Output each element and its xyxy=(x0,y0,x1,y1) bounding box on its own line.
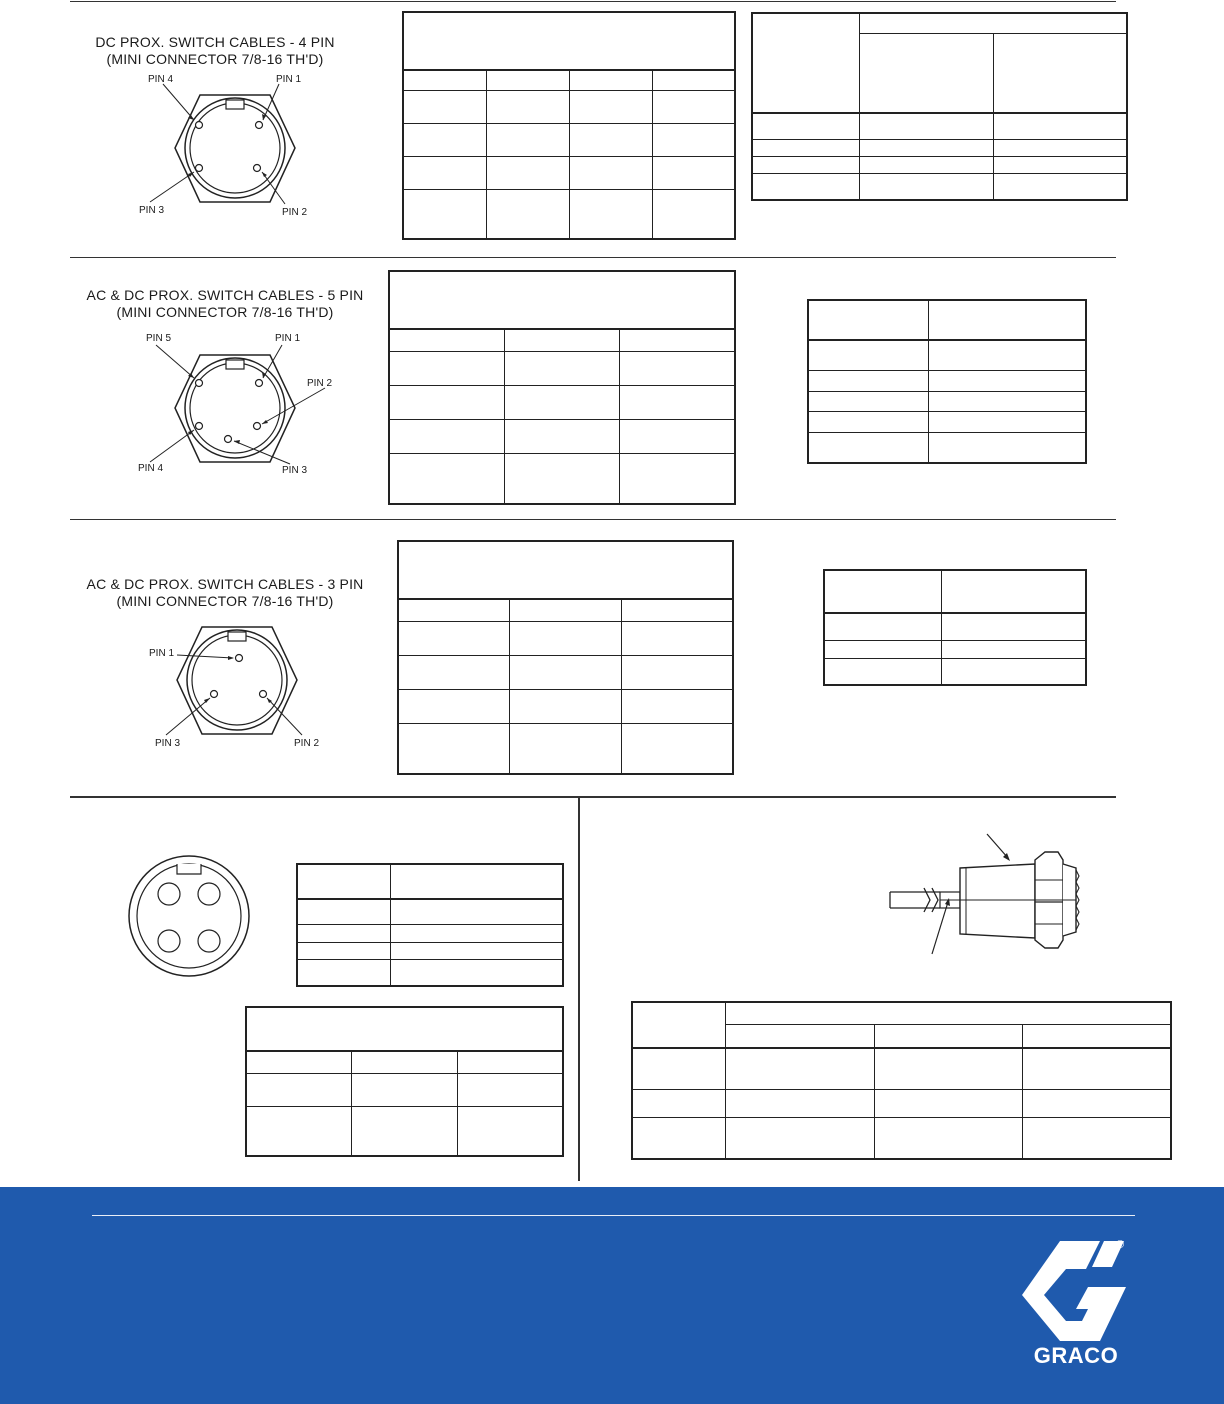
pin-label: PIN 1 xyxy=(149,648,175,659)
pin-label: PIN 5 xyxy=(146,333,172,344)
pin-label: PIN 4 xyxy=(148,74,174,85)
table-row xyxy=(403,90,735,123)
table-row xyxy=(297,925,563,942)
table-row xyxy=(808,432,1086,463)
table-row xyxy=(632,1048,1171,1090)
registered-mark: ® xyxy=(1116,1239,1125,1251)
part-number-table xyxy=(631,1001,1172,1160)
table-row xyxy=(398,621,733,655)
table-row xyxy=(752,156,1127,173)
table-row xyxy=(752,113,1127,139)
table-row xyxy=(389,419,735,453)
pin-label: PIN 3 xyxy=(282,465,308,476)
section-title: DC PROX. SWITCH CABLES - 4 PIN (MINI CONNECTOR 7/8-16 TH'D) xyxy=(95,34,335,67)
table-row xyxy=(246,1106,563,1156)
proximity-switch-drawing xyxy=(880,830,1110,960)
table-row xyxy=(824,640,1086,658)
table-row xyxy=(398,723,733,774)
part-number-table xyxy=(751,12,1128,201)
table-row xyxy=(389,453,735,504)
wiring-table xyxy=(245,1006,564,1157)
table-row xyxy=(403,189,735,239)
section-title: AC & DC PROX. SWITCH CABLES - 3 PIN (MINI CONNECTOR 7/8-16 TH'D) xyxy=(86,576,364,609)
part-number-table xyxy=(807,299,1087,464)
table-row xyxy=(808,340,1086,371)
table-row xyxy=(824,658,1086,685)
table-row xyxy=(752,174,1127,200)
connector-3pin-diagram xyxy=(172,622,302,742)
table-row xyxy=(632,1117,1171,1159)
table-row xyxy=(403,156,735,189)
pin-color-table xyxy=(296,863,564,987)
footer-rule xyxy=(92,1215,1135,1216)
wiring-table xyxy=(397,540,734,775)
section-title: AC & DC PROX. SWITCH CABLES - 5 PIN (MINI CONNECTOR 7/8-16 TH'D) xyxy=(86,287,364,320)
table-row xyxy=(297,942,563,959)
table-row xyxy=(752,139,1127,156)
graco-wordmark: GRACO xyxy=(1033,1343,1119,1368)
table-row xyxy=(389,351,735,385)
wiring-table xyxy=(388,270,736,505)
section-divider-2 xyxy=(70,519,1116,520)
top-rule xyxy=(70,1,1116,2)
table-row xyxy=(824,613,1086,640)
table-row xyxy=(398,689,733,723)
pin-label: PIN 1 xyxy=(275,333,301,344)
pin-label: PIN 3 xyxy=(139,205,165,216)
pin-label: PIN 2 xyxy=(294,738,320,749)
footer-band xyxy=(0,1187,1224,1404)
wiring-table xyxy=(402,11,736,240)
table-header-cell xyxy=(403,12,735,70)
table-row xyxy=(297,960,563,986)
table-row xyxy=(632,1090,1171,1118)
table-row xyxy=(808,412,1086,433)
pin-label: PIN 2 xyxy=(307,378,333,389)
pin-label: PIN 3 xyxy=(155,738,181,749)
connector-face-diagram xyxy=(127,852,253,982)
connector-5pin-diagram xyxy=(170,350,300,470)
table-row xyxy=(808,391,1086,412)
pin-label: PIN 4 xyxy=(138,463,164,474)
section-divider-1 xyxy=(70,257,1116,258)
bottom-column-divider xyxy=(578,798,580,1181)
pin-label: PIN 1 xyxy=(276,74,302,85)
part-number-table xyxy=(823,569,1087,686)
table-row xyxy=(389,385,735,419)
table-row xyxy=(808,371,1086,392)
table-row xyxy=(246,1073,563,1106)
table-row xyxy=(398,655,733,689)
pin-label: PIN 2 xyxy=(282,207,308,218)
table-row xyxy=(403,123,735,156)
connector-4pin-diagram xyxy=(170,90,300,210)
section-divider-3 xyxy=(70,796,1116,798)
table-row xyxy=(297,899,563,925)
